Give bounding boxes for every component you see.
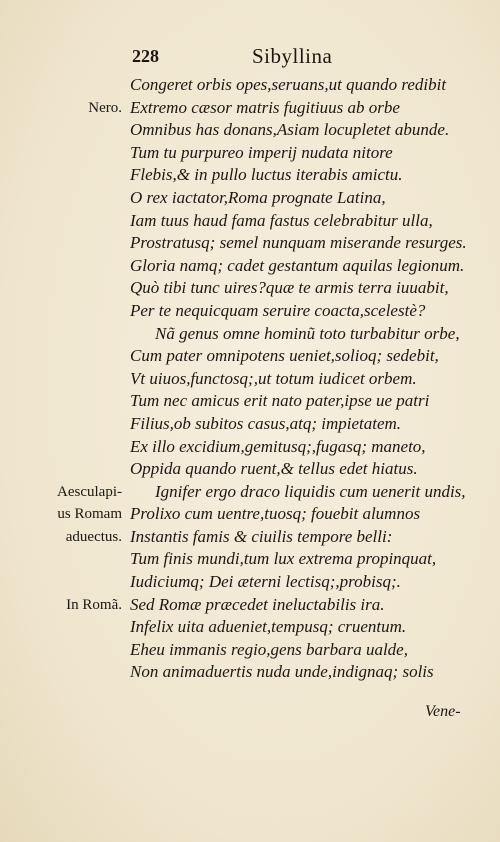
verse-text: Tum tu purpureo imperij nudata nitore	[130, 142, 393, 162]
verse-line	[0, 255, 500, 278]
verse-text: Non animaduertis nuda unde,indignaq; solis	[130, 662, 434, 682]
verse-text: Ex illo excidium,gemitusq;,fugasq; maneto,	[130, 436, 426, 456]
verse-line	[0, 187, 500, 210]
verse-line	[0, 436, 500, 459]
marginal-note: aduectus.	[65, 528, 122, 545]
verse-text: O rex iactator,Roma prognate Latina,	[130, 187, 386, 207]
verse-text: Infelix uita adueniet,tempusq; cruentum.	[130, 617, 407, 637]
verse-line	[0, 481, 500, 504]
verse-text: Sed Romæ præcedet ineluctabilis ira.	[130, 594, 385, 614]
verse-text: Vt uiuos,functosq;,ut totum iudicet orbem.	[130, 368, 417, 388]
verse-block	[0, 74, 500, 684]
marginal-note: In Romã.	[66, 596, 122, 613]
verse-line	[0, 142, 500, 165]
verse-text: Extremo cæsor matris fugitiuus ab orbe	[130, 97, 400, 117]
verse-line	[0, 210, 500, 233]
verse-line	[0, 548, 500, 571]
verse-text: Flebis,& in pullo luctus iterabis amictu.	[130, 165, 403, 185]
marginal-note: us Romam	[57, 506, 122, 523]
verse-line	[0, 571, 500, 594]
verse-text: Per te nequicquam seruire coacta,scelestè?	[130, 300, 426, 320]
verse-text: Nã genus omne hominũ toto turbabitur orbe,	[155, 323, 460, 343]
running-head: Sibyllina	[252, 44, 333, 68]
verse-line	[0, 390, 500, 413]
verse-line	[0, 323, 500, 346]
verse-line	[0, 413, 500, 436]
verse-line	[0, 277, 500, 300]
verse-line	[0, 639, 500, 662]
verse-line	[0, 164, 500, 187]
verse-line	[0, 300, 500, 323]
verse-text: Gloria namq; cadet gestantum aquilas legionum.	[130, 255, 465, 275]
verse-text: Instantis famis & ciuilis tempore belli:	[130, 526, 393, 546]
verse-text: Tum nec amicus erit nato pater,ipse ue patri	[130, 391, 430, 411]
verse-line	[0, 97, 500, 120]
verse-line	[0, 526, 500, 549]
verse-line	[0, 74, 500, 97]
verse-line	[0, 503, 500, 526]
verse-text: Omnibus has donans,Asiam locupletet abunde.	[130, 120, 450, 140]
verse-text: Quò tibi tunc uires?quæ te armis terra iuuabit,	[130, 278, 449, 298]
verse-text: Cum pater omnipotens ueniet,solioq; sedebit,	[130, 346, 439, 366]
verse-text: Ignifer ergo draco liquidis cum uenerit undis,	[155, 481, 466, 501]
verse-line	[0, 345, 500, 368]
verse-text: Tum finis mundi,tum lux extrema propinquat,	[130, 549, 437, 569]
verse-line	[0, 368, 500, 391]
page-header	[132, 46, 432, 72]
verse-text: Iam tuus haud fama fastus celebrabitur ulla,	[130, 210, 433, 230]
verse-text: Filius,ob subitos casus,atq; impietatem.	[130, 413, 402, 433]
verse-text: Iudiciumq; Dei æterni lectisq;,probisq;.	[130, 572, 401, 592]
verse-line	[0, 232, 500, 255]
page-number: 228	[132, 46, 159, 66]
marginal-note: Aesculapi-	[57, 483, 122, 500]
marginal-note: Nero.	[88, 99, 122, 116]
verse-text: Congeret orbis opes,seruans,ut quando redibit	[130, 75, 447, 94]
verse-text: Prolixo cum uentre,tuosq; fouebit alumnos	[130, 504, 421, 524]
verse-line	[0, 458, 500, 481]
verse-line	[0, 661, 500, 684]
verse-text: Prostratusq; semel nunquam miserande resurges.	[130, 233, 467, 253]
verse-line	[0, 119, 500, 142]
verse-line	[0, 594, 500, 617]
verse-text: Oppida quando ruent,& tellus edet hiatus.	[130, 459, 418, 479]
catchword: Vene-	[425, 703, 461, 720]
verse-line	[0, 616, 500, 639]
verse-text: Eheu immanis regio,gens barbara ualde,	[130, 639, 408, 659]
